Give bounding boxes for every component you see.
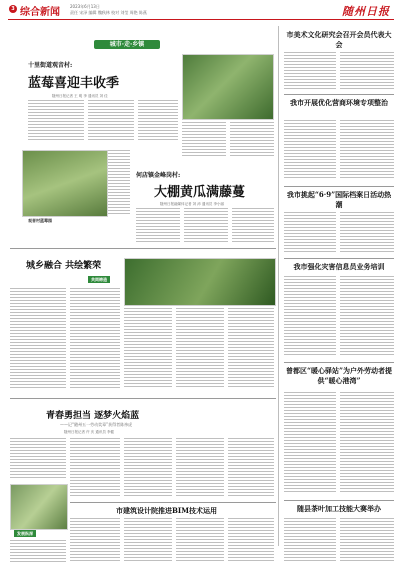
right-item4-text-a bbox=[284, 276, 336, 356]
lower-text-col1b bbox=[10, 540, 66, 562]
masthead-logo: 随州日报 bbox=[342, 5, 390, 18]
divider-bottom bbox=[70, 502, 276, 503]
right-item2-headline: 我市开展优化营商环境专项整治 bbox=[290, 98, 388, 107]
page-header bbox=[0, 0, 402, 22]
feature-text-col5 bbox=[230, 122, 274, 158]
feature-headline: 蓝莓喜迎丰收季 bbox=[28, 76, 120, 91]
column-divider bbox=[278, 26, 279, 546]
right-divider-2 bbox=[284, 186, 394, 187]
sub-kicker: 何店镇金峰岗村: bbox=[136, 172, 181, 179]
middle-text-col1 bbox=[10, 288, 66, 388]
lower-text-col5 bbox=[228, 438, 274, 498]
lower-subtitle: ——记“随州五一劳动奖章”获得者陈祎虎 bbox=[60, 422, 133, 427]
right-item5-text-a bbox=[284, 392, 336, 494]
firefighter-photo bbox=[10, 484, 68, 530]
feature-text-col3 bbox=[138, 100, 178, 142]
right-item4-text-b bbox=[340, 276, 394, 356]
feature-text-col2 bbox=[88, 100, 134, 142]
bottom-text-col1 bbox=[70, 518, 120, 562]
right-item4-headline: 我市强化灾害信息员业务培训 bbox=[293, 262, 385, 271]
sub-headline: 大棚黄瓜满藤蔓 bbox=[154, 185, 246, 200]
editors-line: 责任 宋泽 编辑 魏秋林 校对 刘莹 周艳 陈燕 bbox=[70, 10, 147, 15]
feature-text-col1 bbox=[28, 100, 84, 142]
header-rule bbox=[8, 19, 394, 20]
middle-headline: 城乡融合 共绘繁荣 bbox=[26, 261, 102, 271]
right-item6-headline: 随县茶叶加工技能大赛举办 bbox=[297, 504, 381, 513]
right-item2-text-b bbox=[340, 120, 394, 180]
feature-text-col4 bbox=[182, 122, 226, 158]
right-item3-headline: 我市挑起“6·9”国际档案日活动热潮 bbox=[286, 190, 392, 209]
lower-text-col3 bbox=[124, 438, 172, 498]
right-divider-4 bbox=[284, 362, 394, 363]
right-item5-headline: 曾都区“暖心驿站”为户外劳动者提供“暖心港湾” bbox=[285, 366, 393, 385]
sub-text-col3 bbox=[232, 208, 274, 242]
lower-text-col1 bbox=[10, 438, 66, 478]
middle-text-col3 bbox=[124, 308, 172, 388]
right-item6-text-b bbox=[340, 518, 394, 562]
photo-caption: 观音村蓝莓园 bbox=[28, 218, 52, 223]
bottom-text-col4 bbox=[228, 518, 274, 562]
feature-kicker: 十里街道观音村: bbox=[28, 62, 73, 69]
sub-byline: 随州日报融媒体记者 刘 沛 通讯员 李小丽 bbox=[160, 202, 224, 206]
middle-text-col4 bbox=[176, 308, 224, 388]
lower-byline: 随州日报记者 许 庆 通讯员 李健 bbox=[64, 430, 114, 434]
middle-text-col2 bbox=[70, 288, 120, 388]
right-item3-text-a bbox=[284, 212, 336, 252]
feature-banner: 城市·走·乡镇 bbox=[94, 40, 160, 49]
right-divider-3 bbox=[284, 258, 394, 259]
section-name: 综合新闻 bbox=[20, 7, 60, 18]
bottom-text-col2 bbox=[124, 518, 172, 562]
blueberry-photo bbox=[182, 54, 274, 120]
sub-text-col2 bbox=[184, 208, 228, 242]
lower-text-col4 bbox=[176, 438, 224, 498]
issue-date: 2023年6月13日 bbox=[70, 4, 100, 9]
lower-headline: 青春勇担当 逐梦火焰蓝 bbox=[46, 411, 140, 421]
middle-tag: 共同缔造 bbox=[88, 276, 110, 283]
right-divider-1 bbox=[284, 94, 394, 95]
divider-upper bbox=[10, 248, 276, 249]
divider-lower bbox=[10, 398, 276, 399]
sub-text-col1 bbox=[136, 208, 180, 242]
right-divider-5 bbox=[284, 500, 394, 501]
right-item1-headline: 市美术文化研究会召开会员代表大会 bbox=[286, 30, 392, 49]
lower-tag: 发展纵深 bbox=[14, 530, 36, 537]
middle-photo bbox=[124, 258, 276, 306]
right-item6-text-a bbox=[284, 518, 336, 562]
right-item2-text-a bbox=[284, 120, 336, 180]
greenhouse-photo-left bbox=[22, 150, 108, 217]
right-item1-text-b bbox=[340, 52, 394, 90]
caption-text bbox=[108, 150, 130, 216]
right-item1-text-a bbox=[284, 52, 336, 90]
lower-text-col2 bbox=[70, 438, 120, 498]
right-item5-text-b bbox=[340, 392, 394, 494]
middle-text-col5 bbox=[228, 308, 274, 388]
section-number: 3 bbox=[9, 5, 17, 13]
feature-byline: 随州日报记者 王 明 李 通讯员 刘 佳 bbox=[52, 94, 108, 98]
bottom-text-col3 bbox=[176, 518, 224, 562]
right-item3-text-b bbox=[340, 212, 394, 252]
bottom-headline: 市建筑设计院推进BIM技术运用 bbox=[116, 506, 217, 515]
